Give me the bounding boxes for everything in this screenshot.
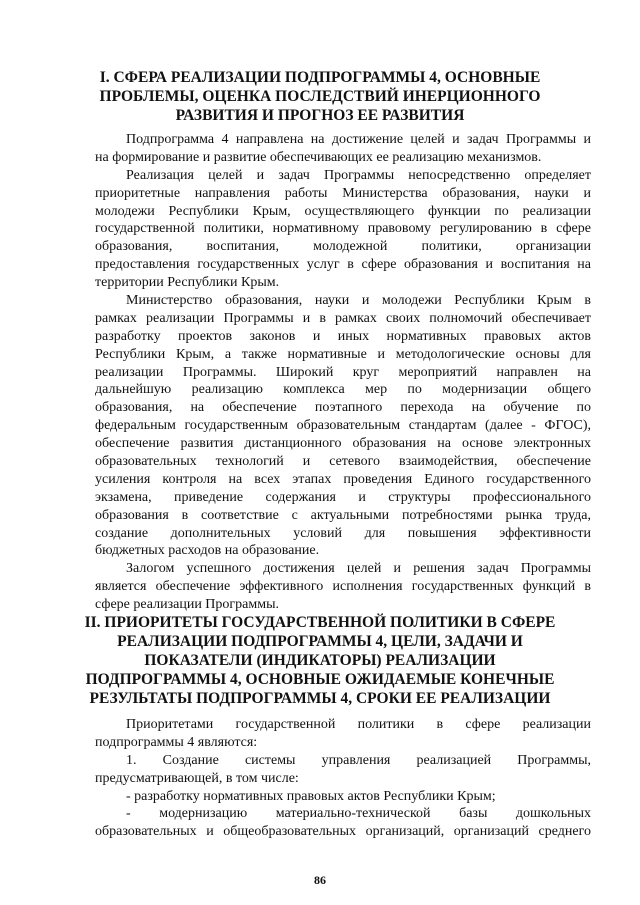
text-line: усиления контроля на всех этапах проведения Единого государственного	[95, 471, 591, 487]
text-line: создание дополнительных условий для повышения эффективности	[95, 525, 591, 541]
text-line: образовательных и общеобразовательных организаций, организаций среднего	[95, 824, 591, 840]
text-line: - модернизацию материально-технической базы дошкольных	[126, 806, 591, 822]
text-line: экзамена, приведение содержания и структуры профессионального	[95, 489, 591, 505]
heading-line: ПОДПРОГРАММЫ 4, ОСНОВНЫЕ ОЖИДАЕМЫЕ КОНЕЧНЫЕ	[85, 671, 555, 688]
text-line: сфере реализации Программы.	[95, 597, 279, 613]
text-line: Реализация целей и задач Программы непосредственно определяет	[126, 167, 591, 183]
text-line: Залогом успешного достижения целей и решения задач Программы	[126, 561, 591, 577]
text-line: федеральным государственным образовательным стандартам (далее - ФГОС),	[95, 418, 591, 434]
text-line: обеспечение развития дистанционного образования на основе электронных	[95, 436, 591, 452]
text-line: дальнейшую реализацию комплекса мер по модернизации общего	[95, 382, 591, 398]
heading-line: ПОКАЗАТЕЛИ (ИНДИКАТОРЫ) РЕАЛИЗАЦИИ	[144, 652, 496, 669]
text-line: Министерство образования, науки и молодежи Республики Крым в	[126, 293, 591, 309]
section-2-heading	[0, 613, 640, 708]
heading-line: РЕАЛИЗАЦИИ ПОДПРОГРАММЫ 4, ЦЕЛИ, ЗАДАЧИ И	[117, 633, 523, 650]
text-line: является обеспечение эффективного исполнения государственных функций в	[95, 579, 591, 595]
section-2-body	[95, 716, 591, 841]
heading-line: I. СФЕРА РЕАЛИЗАЦИИ ПОДПРОГРАММЫ 4, ОСНОВНЫЕ	[99, 69, 541, 86]
text-line: подпрограммы 4 являются:	[95, 734, 258, 750]
section-1-heading	[0, 68, 640, 125]
text-line: 1. Создание системы управления реализацией Программы,	[126, 752, 591, 768]
heading-line: II. ПРИОРИТЕТЫ ГОСУДАРСТВЕННОЙ ПОЛИТИКИ В СФЕРЕ	[84, 614, 556, 631]
text-line: образовательных технологий и сетевого взаимодействия, обеспечение	[95, 454, 591, 470]
text-line: Подпрограмма 4 направлена на достижение целей и задач Программы и	[126, 132, 591, 147]
text-line: территории Республики Крым.	[95, 275, 280, 291]
text-line: предоставления государственных услуг в сфере образования и воспитания на	[95, 257, 591, 273]
text-line: образования в соответствие с актуальными потребностями рынка труда,	[95, 507, 591, 523]
text-line: - разработку нормативных правовых актов Республики Крым;	[126, 788, 496, 804]
text-line: реализации Программы. Широкий круг мероприятий направлен на	[95, 364, 591, 380]
text-line: приоритетные направления работы Министерства образования, науки и	[95, 185, 591, 201]
text-line: образования, воспитания, молодежной политики, организации	[95, 239, 591, 255]
heading-line: РЕЗУЛЬТАТЫ ПОДПРОГРАММЫ 4, СРОКИ ЕЕ РЕАЛИЗАЦИИ	[89, 690, 551, 707]
text-line: на формирование и развитие обеспечивающих ее реализацию механизмов.	[95, 149, 542, 165]
page-number: 86	[314, 873, 326, 887]
text-line: молодежи Республики Крым, осуществляющего функции по реализации	[95, 203, 591, 219]
text-line: предусматривающей, в том числе:	[95, 770, 299, 786]
text-line: разработку проектов законов и иных нормативных правовых актов	[95, 328, 591, 344]
text-line: Республики Крым, а также нормативные и методологические основы для	[95, 346, 591, 362]
text-line: государственной политики, нормативному правовому регулированию в сфере	[95, 221, 591, 237]
text-line: рамках реализации Программы и в рамках своих полномочий обеспечивает	[95, 310, 591, 326]
text-line: бюджетных расходов на образование.	[95, 543, 320, 559]
text-line: Приоритетами государственной политики в сфере реализации	[126, 717, 591, 732]
section-1-body	[95, 131, 591, 614]
heading-line: РАЗВИТИЯ И ПРОГНОЗ ЕЕ РАЗВИТИЯ	[175, 107, 465, 124]
heading-line: ПРОБЛЕМЫ, ОЦЕНКА ПОСЛЕДСТВИЙ ИНЕРЦИОННОГО	[99, 88, 541, 105]
text-line: образования, на обеспечение поэтапного перехода на обучение по	[95, 400, 591, 416]
